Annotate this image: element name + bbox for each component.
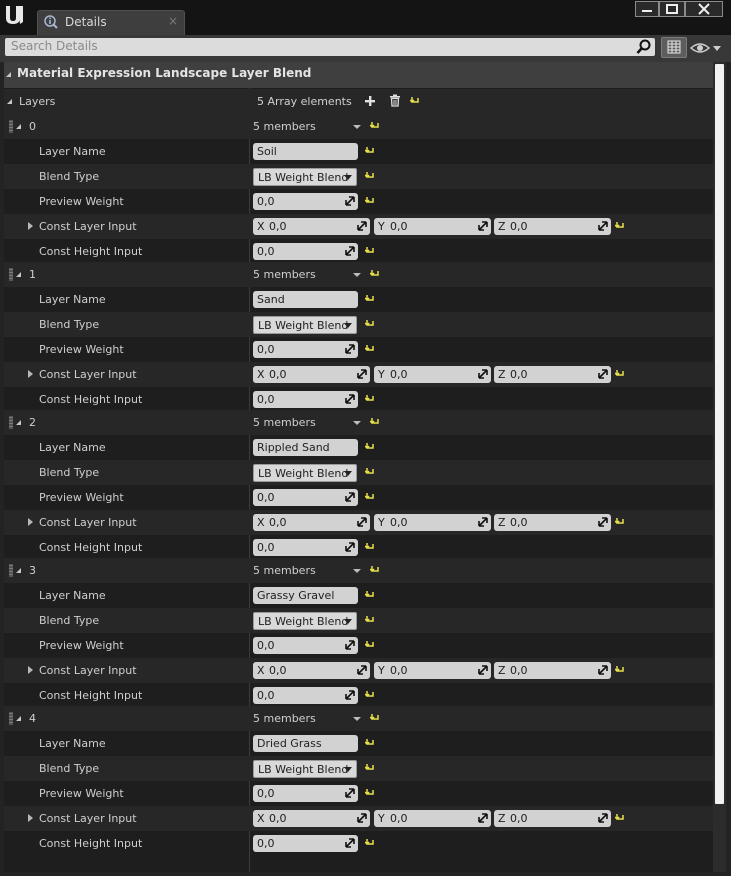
reset-to-default-icon[interactable] bbox=[365, 394, 375, 404]
const-layer-input-row bbox=[4, 510, 713, 535]
preview-weight-value: 0,0 bbox=[257, 787, 275, 800]
layers-collapse-arrow-icon[interactable] bbox=[7, 99, 12, 104]
const-height-value: 0,0 bbox=[257, 689, 275, 702]
reset-to-default-icon[interactable] bbox=[365, 344, 375, 354]
const-height-input-row bbox=[4, 683, 713, 708]
layer-name-row bbox=[4, 435, 713, 460]
reset-to-default-icon[interactable] bbox=[615, 369, 625, 379]
dropdown-arrow-icon bbox=[344, 471, 352, 476]
layer-name-row bbox=[4, 287, 713, 312]
const-layer-input-y[interactable] bbox=[374, 366, 491, 383]
reset-to-default-icon[interactable] bbox=[410, 96, 420, 106]
reset-to-default-icon[interactable] bbox=[365, 319, 375, 329]
blend-type-value: LB Weight Blend bbox=[258, 467, 349, 480]
axis-x-value: 0,0 bbox=[269, 368, 287, 381]
tab-close-icon[interactable]: × bbox=[167, 14, 178, 28]
drag-spin-icon[interactable] bbox=[478, 369, 488, 379]
drag-spin-icon[interactable] bbox=[357, 369, 367, 379]
drag-spin-icon[interactable] bbox=[345, 690, 355, 700]
axis-y-value: 0,0 bbox=[390, 220, 408, 233]
reset-to-default-icon[interactable] bbox=[365, 294, 375, 304]
details-panel bbox=[4, 62, 713, 872]
layer-name-label: Layer Name bbox=[39, 293, 106, 306]
drag-spin-icon[interactable] bbox=[345, 246, 355, 256]
preview-weight-row bbox=[4, 781, 713, 806]
layer-name-row bbox=[4, 731, 713, 756]
dropdown-arrow-icon bbox=[344, 767, 352, 772]
layer-name-input[interactable]: Soil bbox=[253, 143, 358, 160]
const-height-input-row bbox=[4, 535, 713, 560]
reset-to-default-icon[interactable] bbox=[365, 467, 375, 477]
tab-label: Details bbox=[65, 15, 107, 29]
layers-label: Layers bbox=[19, 95, 56, 108]
const-height-value: 0,0 bbox=[257, 837, 275, 850]
preview-weight-value: 0,0 bbox=[257, 491, 275, 504]
drag-handle-icon[interactable] bbox=[9, 120, 13, 133]
property-matrix-button[interactable] bbox=[661, 37, 687, 58]
drag-spin-icon[interactable] bbox=[598, 369, 608, 379]
axis-z-value: 0,0 bbox=[510, 516, 528, 529]
blend-type-label: Blend Type bbox=[39, 318, 100, 331]
blend-type-row bbox=[4, 608, 713, 633]
details-toolbar bbox=[0, 35, 731, 62]
const-layer-input-z[interactable] bbox=[494, 514, 611, 531]
drag-spin-icon[interactable] bbox=[598, 517, 608, 527]
const-layer-input-row bbox=[4, 658, 713, 683]
reset-to-default-icon[interactable] bbox=[615, 221, 625, 231]
drag-spin-icon[interactable] bbox=[478, 517, 488, 527]
blend-type-row bbox=[4, 460, 713, 485]
delete-all-trash-icon[interactable] bbox=[389, 94, 401, 107]
blend-type-dropdown[interactable] bbox=[253, 168, 357, 186]
blend-type-row bbox=[4, 312, 713, 337]
drag-spin-icon[interactable] bbox=[598, 221, 608, 231]
axis-x-label: X bbox=[257, 812, 265, 825]
dropdown-arrow-icon bbox=[344, 175, 352, 180]
reset-to-default-icon[interactable] bbox=[370, 417, 380, 427]
array-element-header bbox=[4, 410, 713, 435]
reset-to-default-icon[interactable] bbox=[365, 542, 375, 552]
reset-to-default-icon[interactable] bbox=[365, 442, 375, 452]
axis-z-label: Z bbox=[498, 220, 506, 233]
reset-to-default-icon[interactable] bbox=[365, 640, 375, 650]
drag-spin-icon[interactable] bbox=[357, 221, 367, 231]
layer-name-row bbox=[4, 583, 713, 608]
axis-z-value: 0,0 bbox=[510, 368, 528, 381]
axis-z-label: Z bbox=[498, 812, 506, 825]
array-element-header bbox=[4, 706, 713, 731]
preview-weight-row bbox=[4, 633, 713, 658]
reset-to-default-icon[interactable] bbox=[365, 738, 375, 748]
minimize-icon bbox=[636, 2, 658, 16]
element-options-chevron-icon[interactable] bbox=[353, 717, 361, 721]
const-layer-input-z[interactable] bbox=[494, 218, 611, 235]
drag-spin-icon[interactable] bbox=[345, 838, 355, 848]
reset-to-default-icon[interactable] bbox=[365, 246, 375, 256]
const-layer-input-x[interactable] bbox=[253, 810, 370, 827]
preview-weight-value: 0,0 bbox=[257, 639, 275, 652]
search-icon[interactable] bbox=[636, 39, 652, 55]
const-height-value: 0,0 bbox=[257, 541, 275, 554]
reset-to-default-icon[interactable] bbox=[365, 788, 375, 798]
const-height-input-label: Const Height Input bbox=[39, 541, 143, 554]
axis-x-value: 0,0 bbox=[269, 516, 287, 529]
add-element-icon[interactable] bbox=[364, 95, 376, 107]
element-collapse-arrow-icon[interactable] bbox=[16, 568, 21, 573]
drag-spin-icon[interactable] bbox=[357, 665, 367, 675]
const-height-value: 0,0 bbox=[257, 245, 275, 258]
axis-x-value: 0,0 bbox=[269, 220, 287, 233]
const-layer-input-label: Const Layer Input bbox=[39, 368, 137, 381]
reset-to-default-icon[interactable] bbox=[370, 269, 380, 279]
const-height-input[interactable] bbox=[253, 539, 358, 556]
members-count: 5 members bbox=[253, 268, 316, 281]
minimize-button[interactable] bbox=[635, 1, 659, 17]
const-layer-input-label: Const Layer Input bbox=[39, 664, 137, 677]
const-height-input[interactable] bbox=[253, 835, 358, 852]
reset-to-default-icon[interactable] bbox=[365, 171, 375, 181]
axis-z-value: 0,0 bbox=[510, 664, 528, 677]
const-layer-input-y[interactable] bbox=[374, 810, 491, 827]
blend-type-label: Blend Type bbox=[39, 762, 100, 775]
const-height-input-label: Const Height Input bbox=[39, 245, 143, 258]
axis-y-value: 0,0 bbox=[390, 516, 408, 529]
preview-weight-row bbox=[4, 485, 713, 510]
drag-spin-icon[interactable] bbox=[598, 813, 608, 823]
preview-weight-row bbox=[4, 189, 713, 214]
drag-spin-icon[interactable] bbox=[345, 394, 355, 404]
reset-to-default-icon[interactable] bbox=[615, 813, 625, 823]
axis-y-value: 0,0 bbox=[390, 368, 408, 381]
blend-type-dropdown[interactable] bbox=[253, 612, 357, 630]
layer-name-label: Layer Name bbox=[39, 145, 106, 158]
preview-weight-label: Preview Weight bbox=[39, 639, 124, 652]
drag-spin-icon[interactable] bbox=[345, 542, 355, 552]
array-element-header bbox=[4, 262, 713, 287]
reset-to-default-icon[interactable] bbox=[615, 665, 625, 675]
scrollbar[interactable] bbox=[713, 62, 726, 872]
axis-y-value: 0,0 bbox=[390, 664, 408, 677]
dropdown-arrow-icon bbox=[344, 323, 352, 328]
reset-to-default-icon[interactable] bbox=[365, 763, 375, 773]
expand-arrow-icon[interactable] bbox=[28, 666, 33, 674]
drag-handle-icon[interactable] bbox=[9, 564, 13, 577]
blend-type-label: Blend Type bbox=[39, 170, 100, 183]
title-bar bbox=[0, 0, 731, 35]
axis-x-label: X bbox=[257, 368, 265, 381]
preview-weight-row bbox=[4, 337, 713, 362]
layer-name-label: Layer Name bbox=[39, 737, 106, 750]
element-index: 2 bbox=[29, 416, 36, 429]
category-title: Material Expression Landscape Layer Blend bbox=[17, 66, 312, 80]
axis-z-value: 0,0 bbox=[510, 220, 528, 233]
axis-z-label: Z bbox=[498, 368, 506, 381]
element-index: 4 bbox=[29, 712, 36, 725]
blend-type-value: LB Weight Blend bbox=[258, 615, 349, 628]
reset-to-default-icon[interactable] bbox=[365, 146, 375, 156]
const-layer-input-y[interactable] bbox=[374, 662, 491, 679]
reset-to-default-icon[interactable] bbox=[365, 196, 375, 206]
const-layer-input-label: Const Layer Input bbox=[39, 220, 137, 233]
axis-z-label: Z bbox=[498, 516, 506, 529]
array-element-header bbox=[4, 558, 713, 583]
axis-y-label: Y bbox=[378, 812, 385, 825]
reset-to-default-icon[interactable] bbox=[370, 121, 380, 131]
element-index: 1 bbox=[29, 268, 36, 281]
drag-spin-icon[interactable] bbox=[478, 221, 488, 231]
blend-type-value: LB Weight Blend bbox=[258, 763, 349, 776]
layers-row bbox=[4, 89, 713, 114]
scrollbar-thumb[interactable] bbox=[715, 64, 724, 804]
element-index: 0 bbox=[29, 120, 36, 133]
layer-name-input[interactable]: Dried Grass bbox=[253, 735, 358, 752]
reset-to-default-icon[interactable] bbox=[370, 565, 380, 575]
reset-to-default-icon[interactable] bbox=[365, 492, 375, 502]
blend-type-label: Blend Type bbox=[39, 466, 100, 479]
array-element-header bbox=[4, 114, 713, 139]
layer-name-input[interactable]: Sand bbox=[253, 291, 358, 308]
members-count: 5 members bbox=[253, 712, 316, 725]
reset-to-default-icon[interactable] bbox=[365, 615, 375, 625]
drag-spin-icon[interactable] bbox=[357, 517, 367, 527]
axis-y-label: Y bbox=[378, 664, 385, 677]
maximize-button[interactable] bbox=[659, 1, 685, 17]
maximize-icon bbox=[660, 2, 684, 16]
const-layer-input-label: Const Layer Input bbox=[39, 516, 137, 529]
grid-view-icon bbox=[662, 38, 686, 57]
preview-weight-label: Preview Weight bbox=[39, 787, 124, 800]
members-count: 5 members bbox=[253, 120, 316, 133]
preview-weight-label: Preview Weight bbox=[39, 491, 124, 504]
blend-type-dropdown[interactable] bbox=[253, 464, 357, 482]
const-layer-input-z[interactable] bbox=[494, 366, 611, 383]
element-collapse-arrow-icon[interactable] bbox=[16, 716, 21, 721]
const-height-value: 0,0 bbox=[257, 393, 275, 406]
element-index: 3 bbox=[29, 564, 36, 577]
array-summary: 5 Array elements bbox=[257, 95, 352, 108]
reset-to-default-icon[interactable] bbox=[365, 590, 375, 600]
preview-weight-input[interactable] bbox=[253, 637, 358, 654]
preview-weight-input[interactable] bbox=[253, 785, 358, 802]
preview-weight-label: Preview Weight bbox=[39, 195, 124, 208]
const-layer-input-y[interactable] bbox=[374, 218, 491, 235]
close-button[interactable] bbox=[685, 1, 723, 17]
const-layer-input-x[interactable] bbox=[253, 218, 370, 235]
const-layer-input-x[interactable] bbox=[253, 662, 370, 679]
preview-weight-value: 0,0 bbox=[257, 195, 275, 208]
element-collapse-arrow-icon[interactable] bbox=[16, 420, 21, 425]
layer-name-label: Layer Name bbox=[39, 441, 106, 454]
const-layer-input-label: Const Layer Input bbox=[39, 812, 137, 825]
const-height-input[interactable] bbox=[253, 391, 358, 408]
preview-weight-input[interactable] bbox=[253, 489, 358, 506]
element-options-chevron-icon[interactable] bbox=[353, 273, 361, 277]
axis-y-label: Y bbox=[378, 368, 385, 381]
axis-z-value: 0,0 bbox=[510, 812, 528, 825]
const-height-input[interactable] bbox=[253, 243, 358, 260]
element-options-chevron-icon[interactable] bbox=[353, 125, 361, 129]
drag-handle-icon[interactable] bbox=[9, 712, 13, 725]
search-input[interactable]: Search Details bbox=[5, 38, 655, 56]
axis-x-label: X bbox=[257, 516, 265, 529]
drag-spin-icon[interactable] bbox=[345, 788, 355, 798]
expand-arrow-icon[interactable] bbox=[28, 814, 33, 822]
axis-y-value: 0,0 bbox=[390, 812, 408, 825]
drag-spin-icon[interactable] bbox=[478, 665, 488, 675]
element-options-chevron-icon[interactable] bbox=[353, 421, 361, 425]
category-header[interactable] bbox=[4, 62, 713, 88]
blend-type-value: LB Weight Blend bbox=[258, 171, 349, 184]
blend-type-value: LB Weight Blend bbox=[258, 319, 349, 332]
preview-weight-input[interactable] bbox=[253, 193, 358, 210]
tab-details[interactable] bbox=[37, 10, 185, 35]
reset-to-default-icon[interactable] bbox=[365, 838, 375, 848]
layer-name-input[interactable]: Grassy Gravel bbox=[253, 587, 358, 604]
preview-weight-label: Preview Weight bbox=[39, 343, 124, 356]
layer-name-row bbox=[4, 139, 713, 164]
details-info-icon bbox=[44, 15, 58, 29]
drag-spin-icon[interactable] bbox=[345, 640, 355, 650]
const-layer-input-x[interactable] bbox=[253, 366, 370, 383]
view-options-eye-icon[interactable] bbox=[690, 39, 724, 57]
const-height-input[interactable] bbox=[253, 687, 358, 704]
const-layer-input-x[interactable] bbox=[253, 514, 370, 531]
members-count: 5 members bbox=[253, 416, 316, 429]
preview-weight-value: 0,0 bbox=[257, 343, 275, 356]
expand-arrow-icon[interactable] bbox=[28, 222, 33, 230]
close-icon bbox=[686, 2, 722, 16]
expand-arrow-icon[interactable] bbox=[28, 518, 33, 526]
axis-x-value: 0,0 bbox=[269, 812, 287, 825]
axis-x-value: 0,0 bbox=[269, 664, 287, 677]
blend-type-label: Blend Type bbox=[39, 614, 100, 627]
drag-handle-icon[interactable] bbox=[9, 268, 13, 281]
layer-name-input[interactable]: Rippled Sand bbox=[253, 439, 358, 456]
collapse-arrow-icon[interactable] bbox=[6, 72, 11, 77]
reset-to-default-icon[interactable] bbox=[370, 713, 380, 723]
element-options-chevron-icon[interactable] bbox=[353, 569, 361, 573]
axis-x-label: X bbox=[257, 664, 265, 677]
unreal-logo-icon bbox=[3, 3, 25, 25]
const-height-input-label: Const Height Input bbox=[39, 689, 143, 702]
reset-to-default-icon[interactable] bbox=[365, 690, 375, 700]
const-layer-input-z[interactable] bbox=[494, 810, 611, 827]
drag-spin-icon[interactable] bbox=[345, 196, 355, 206]
const-height-input-row bbox=[4, 831, 713, 856]
const-height-input-label: Const Height Input bbox=[39, 837, 143, 850]
blend-type-row bbox=[4, 756, 713, 781]
const-height-input-row bbox=[4, 239, 713, 264]
const-layer-input-z[interactable] bbox=[494, 662, 611, 679]
drag-handle-icon[interactable] bbox=[9, 416, 13, 429]
const-height-input-row bbox=[4, 387, 713, 412]
blend-type-dropdown[interactable] bbox=[253, 316, 357, 334]
drag-spin-icon[interactable] bbox=[345, 344, 355, 354]
expand-arrow-icon[interactable] bbox=[28, 370, 33, 378]
preview-weight-input[interactable] bbox=[253, 341, 358, 358]
reset-to-default-icon[interactable] bbox=[615, 517, 625, 527]
axis-y-label: Y bbox=[378, 516, 385, 529]
drag-spin-icon[interactable] bbox=[345, 492, 355, 502]
const-layer-input-row bbox=[4, 214, 713, 239]
layer-name-label: Layer Name bbox=[39, 589, 106, 602]
axis-x-label: X bbox=[257, 220, 265, 233]
element-collapse-arrow-icon[interactable] bbox=[16, 272, 21, 277]
drag-spin-icon[interactable] bbox=[598, 665, 608, 675]
axis-z-label: Z bbox=[498, 664, 506, 677]
const-height-input-label: Const Height Input bbox=[39, 393, 143, 406]
blend-type-dropdown[interactable] bbox=[253, 760, 357, 778]
blend-type-row bbox=[4, 164, 713, 189]
const-layer-input-row bbox=[4, 806, 713, 831]
drag-spin-icon[interactable] bbox=[478, 813, 488, 823]
const-layer-input-y[interactable] bbox=[374, 514, 491, 531]
const-layer-input-row bbox=[4, 362, 713, 387]
element-collapse-arrow-icon[interactable] bbox=[16, 124, 21, 129]
dropdown-arrow-icon bbox=[344, 619, 352, 624]
axis-y-label: Y bbox=[378, 220, 385, 233]
members-count: 5 members bbox=[253, 564, 316, 577]
drag-spin-icon[interactable] bbox=[357, 813, 367, 823]
